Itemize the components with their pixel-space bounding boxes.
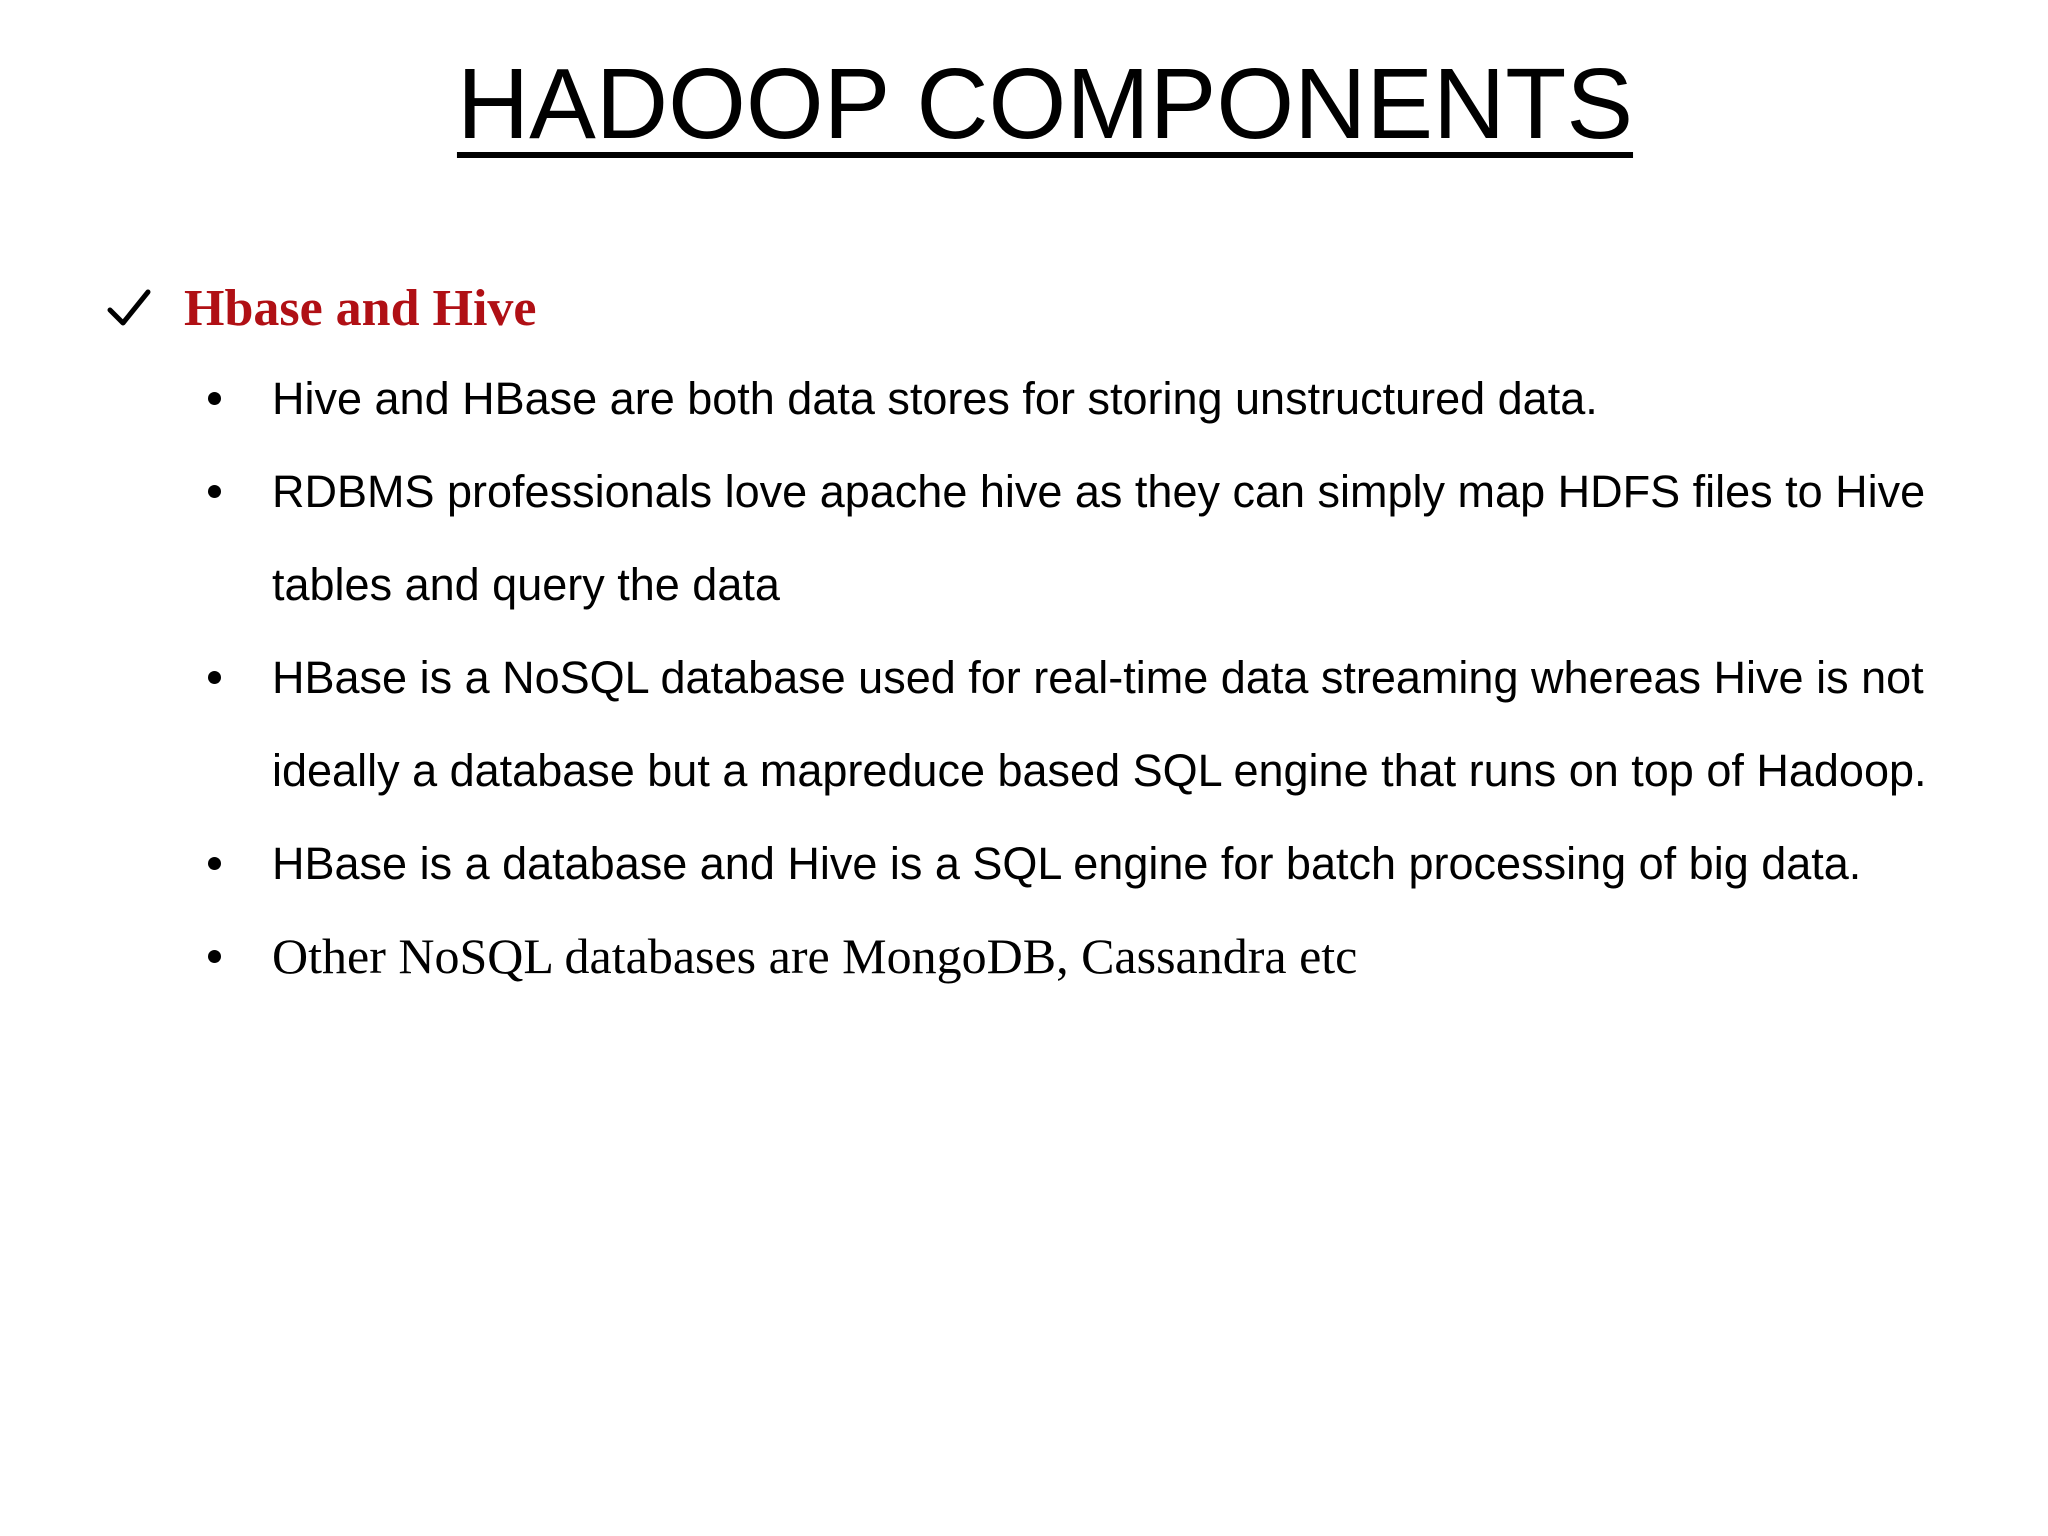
slide-title bbox=[0, 44, 2048, 164]
checkmark-icon bbox=[104, 283, 154, 333]
bullet-icon bbox=[208, 485, 221, 498]
bullet-text: RDBMS professionals love apache hive as they can simply map HDFS files to Hive tables and query the data bbox=[272, 466, 1926, 610]
bullet-list bbox=[208, 352, 1994, 1003]
bullet-text: Other NoSQL databases are MongoDB, Cassandra etc bbox=[272, 928, 1358, 984]
bullet-item bbox=[208, 352, 1994, 445]
bullet-icon bbox=[208, 857, 221, 870]
slide-title-text: HADOOP COMPONENTS bbox=[456, 48, 1634, 160]
bullet-text: HBase is a database and Hive is a SQL engine for batch processing of big data. bbox=[272, 838, 1862, 889]
bullet-text: Hive and HBase are both data stores for storing unstructured data. bbox=[272, 373, 1598, 424]
bullet-item bbox=[208, 631, 1994, 817]
bullet-icon bbox=[208, 671, 221, 684]
bullet-text: HBase is a NoSQL database used for real-time data streaming whereas Hive is not ideally a database but a mapreduce based SQL engine that runs on top of Hadoop. bbox=[272, 652, 1927, 796]
section-header bbox=[104, 272, 537, 344]
bullet-item bbox=[208, 817, 1994, 910]
bullet-item bbox=[208, 910, 1994, 1003]
bullet-icon bbox=[208, 392, 221, 405]
section-heading: Hbase and Hive bbox=[184, 279, 537, 337]
bullet-item bbox=[208, 445, 1994, 631]
bullet-icon bbox=[208, 950, 221, 963]
